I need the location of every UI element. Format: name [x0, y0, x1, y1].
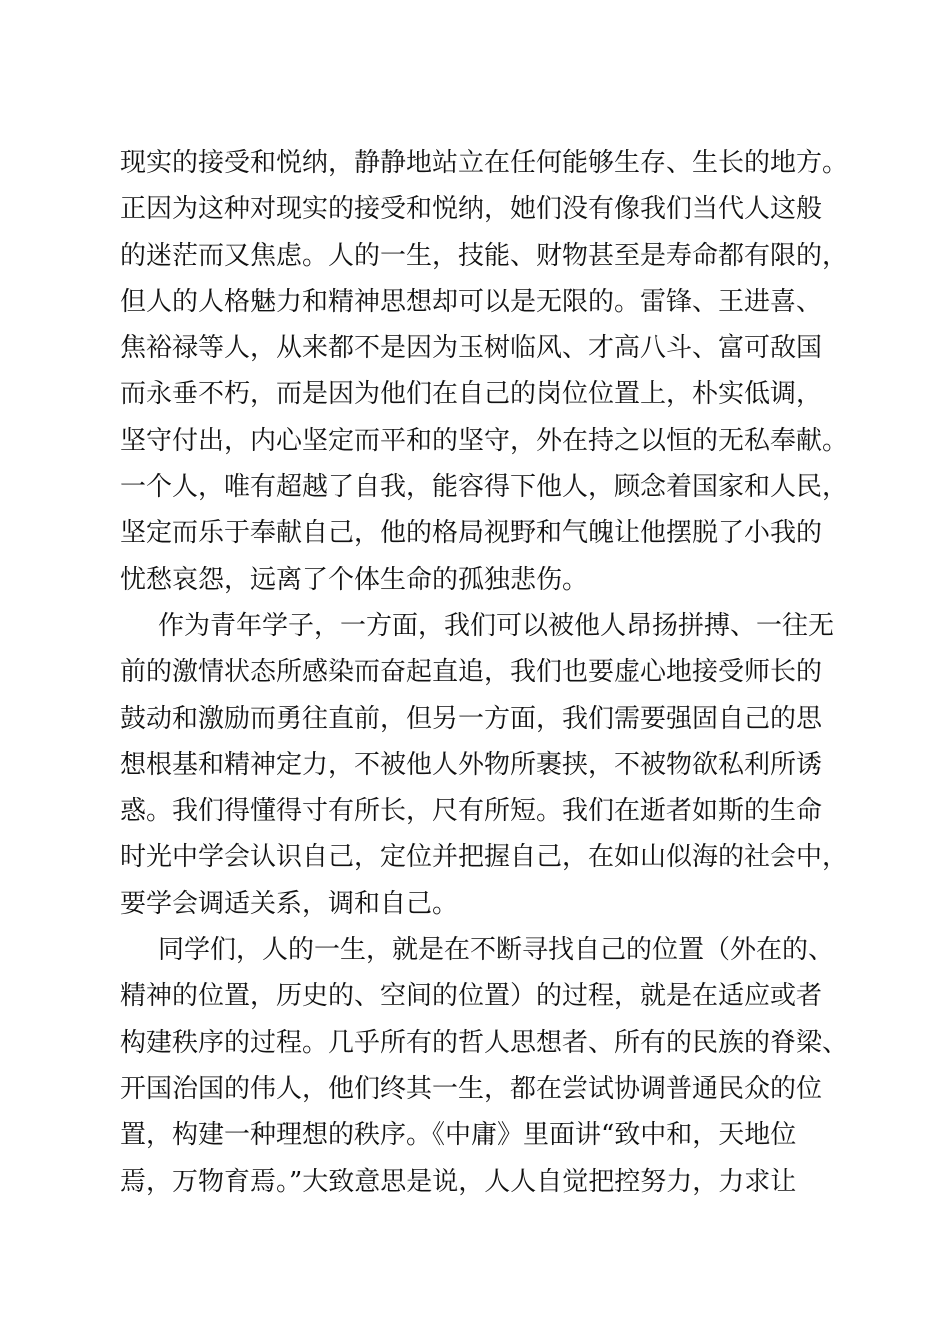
text-line: 鼓动和激励而勇往直前，但另一方面，我们需要强固自己的思 — [120, 703, 823, 734]
text-line: 的迷茫而又焦虑。人的一生，技能、财物甚至是寿命都有限的， — [120, 240, 849, 271]
text-line: 要学会调适关系，调和自己。 — [120, 888, 459, 919]
text-line: 惑。我们得懂得寸有所长，尺有所短。我们在逝者如斯的生命 — [120, 796, 823, 827]
text-line: 现实的接受和悦纳，静静地站立在任何能够生存、生长的地方。 — [120, 148, 849, 178]
text-line: 开国治国的伟人，他们终其一生，都在尝试协调普通民众的位 — [120, 1073, 823, 1104]
text-line: 正因为这种对现实的接受和悦纳，她们没有像我们当代人这般 — [120, 194, 823, 225]
text-line: 焦裕禄等人，从来都不是因为玉树临风、才高八斗、富可敌国 — [120, 333, 823, 364]
text-line: 置，构建一种理想的秩序。《中庸》里面讲“致中和，天地位 — [120, 1120, 797, 1151]
body-text — [120, 140, 849, 1205]
text-line: 而永垂不朽，而是因为他们在自己的岗位位置上，朴实低调， — [120, 379, 823, 410]
text-line: 时光中学会认识自己，定位并把握自己，在如山似海的社会中， — [120, 842, 849, 873]
text-line: 坚定而乐于奉献自己，他的格局视野和气魄让他摆脱了小我的 — [120, 518, 823, 549]
text-line: 坚守付出，内心坚定而平和的坚守，外在持之以恒的无私奉献。 — [120, 425, 849, 456]
text-line: 前的激情状态所感染而奋起直追，我们也要虚心地接受师长的 — [120, 657, 823, 688]
text-line: 焉，万物育焉。”大致意思是说，人人自觉把控努力，力求让 — [120, 1166, 797, 1197]
paragraph-start-line: 作为青年学子，一方面，我们可以被他人昂扬拼搏、一往无 — [158, 610, 835, 641]
text-line: 构建秩序的过程。几乎所有的哲人思想者、所有的民族的脊梁、 — [120, 1027, 849, 1058]
text-line: 精神的位置，历史的、空间的位置）的过程，就是在适应或者 — [120, 981, 823, 1012]
paragraph-start-line: 同学们，人的一生，就是在不断寻找自己的位置（外在的、 — [158, 935, 835, 966]
text-line: 但人的人格魅力和精神思想却可以是无限的。雷锋、王进喜、 — [120, 286, 823, 317]
text-line: 一个人，唯有超越了自我，能容得下他人，顾念着国家和人民， — [120, 472, 849, 503]
text-line: 想根基和精神定力，不被他人外物所裹挟，不被物欲私利所诱 — [120, 749, 823, 780]
text-line: 忧愁哀怨，远离了个体生命的孤独悲伤。 — [120, 564, 589, 595]
